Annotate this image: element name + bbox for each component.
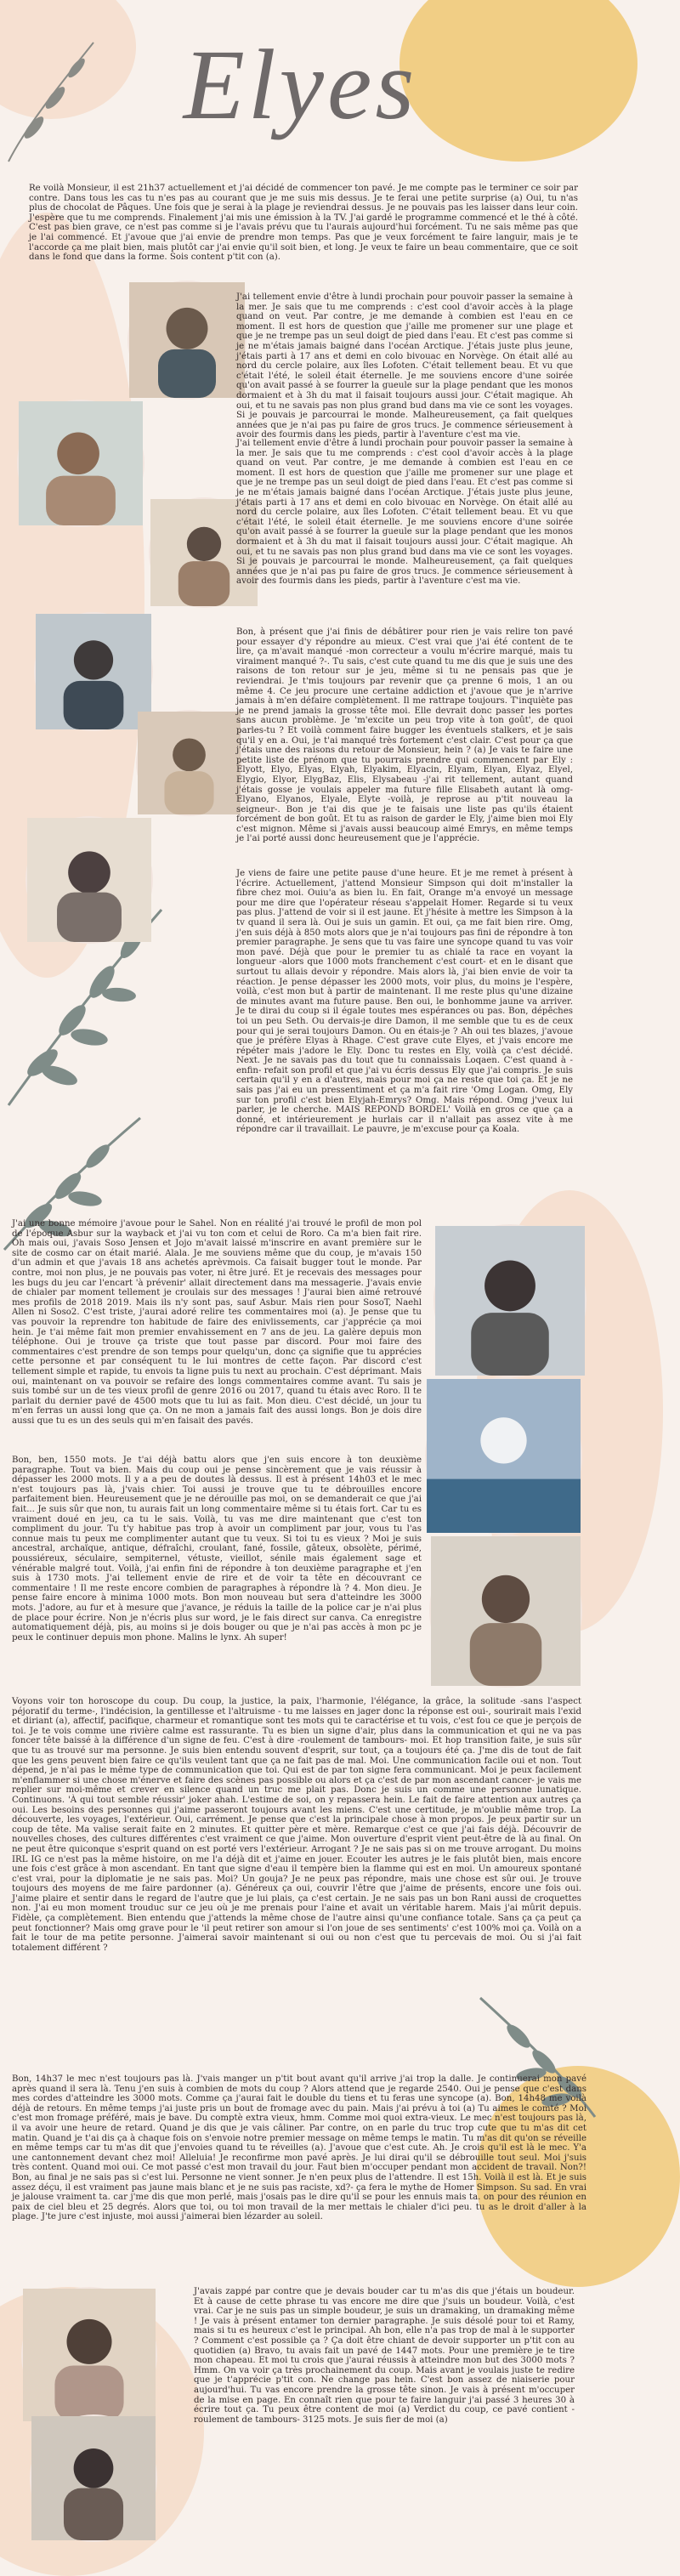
paragraph-3: J'ai tellement envie d'être à lundi prochain pour pouvoir passer la semaine à la mer. Je sais que tu me comprends : c'est cool d'avoir accès à la plage quand on veut. Par contre, je me demande à combien est l'eau en ce moment. Il est hors de question que j'aille me promener sur une plage et que je ne trempe pas un seul doigt de pied dans l'eau. Et c'est pas comme si je ne m'étais jamais baigné dans l'océan Arctique. J'étais juste plus jeune, j'étais parti à 17 ans et demi en colo bivouac en Norvège. On était allé au nord du cercle polaire, aux îles Lofoten. C'était tellement beau. Et vu que c'était l'été, le soleil était éternelle. Je me souviens encore d'une soirée qu'on avait passé à se fourrer la gueule sur la plage pendant que les monos dormaient et à 3h du mat il faisait toujours aussi jour. C'était magique. Ah oui, et tu ne savais pas non plus grand bud dans ma vie ce sont les voyages. Si je pouvais je parcourrai le monde. Malheureusement, ça fait quelques années que je n'ai pas pu faire de gros trucs. Je commence sérieusement à avoir des fourmis dans les pieds, partir à l'aventure c'est ma vie. [236,439,573,587]
photo-circle-10 [21,2287,157,2423]
photo-circle-9 [429,1535,582,1688]
paragraph-5: Je viens de faire une petite pause d'une heure. Et je me remet à présent à l'écrire. Actuellement, j'attend Monsieur Simpson qui doit m'installer la fibre chez moi. Ouiu'a as bien lu. En fait, Orange m'a envoyé un message pour me dire que l'opérateur réseau s'appelait Homer. Regarde si tu veux pas plus. J'attend de voir si il est jaune. Et j'hésite à mettre les Simpson à la tv quand il sera là. Oui je suis un gamin. Et oui, ça me fait bien rire. Omg, j'en suis déjà à 850 mots alors que je n'ai toujours pas fini de répondre à ton premier paragraphe. Je sens que tu vas faire une syncope quand tu vas voir mon pavé. Déjà que pour le premier tu as chialé ta race en voyant la longueur -alors que 1000 mots franchement c'est court- et en le disant que surtout tu allais devoir y répondre. Mais alors là, j'ai bien envie de voir ta réaction. Je pense dépasser les 2000 mots, voir plus, du moins je l'espère, voilà, c'est mon but à partir de maintenant. Il me reste plus qu'une dizaine de minutes avant ma future pause. Ben oui, le bonhomme jaune va arriver. Je te dirai du coup si il égale toutes mes espérances ou pas. Bon, dépêches toi un peu Seth. Ou dervais-je dire Damon, il me semble que tu es de ceux pour qui je serai toujours Damon. Ou en étais-je ? Ah oui tes blazes, j'avoue que je préfère Elyas à Rhage. C'est grave cute Elyes, et j'vais encore me répéter mais j'adore le Ely. Donc tu restes en Ely, voilà ça c'est décidé. Next. Je ne savais pas du tout que tu connaissais Loqaen. C'est quand à -enfin- refait son profil et que j'ai vu écris dessus Ely que j'ai compris. Je suis certain qu'il y en a d'autres, mais pour moi ça ne reste que toi ça. Et je ne sais pas j'ai eu un pressentiment et ça m'a fait rire 'Omg Logan. Omg, Ely sur ton profil c'est bien Elyjah-Emrys? Omg. Mais répond. Omg j'veux lui parler, je le cherche. MAIS REPOND BORDEL' Voilà en gros ce que ça a donné, et intérieurement je hurlais car il n'allait pas assez vite à me répondre car il travaillait. Le pauvre, je m'excuse pour ça Koala. [236,869,573,1135]
paragraph-1: Re voilà Monsieur, il est 21h37 actuellement et j'ai décidé de commencer ton pavé. Je me compte pas le terminer ce soir par contre. Dans tous les cas tu n'es pas au courant que je me suis mis dessus. Je te ferai une petite surprise (a) Oui, tu n'as plus de chocolat de Pâques. Une fois que je serai à la plage je reviendrai dessus. Je ne pouvais pas les laisser dans leur coin. J'espère que tu me comprends. Finalement j'ai mis une émission à la TV. J'ai gardé le programme commencé et le thé à côté. C'est pas bien grave, ce n'est pas comme si je l'avais prévu que tu l'aurais aujourd'hui forcément. Tu ne sais même pas que je l'ai commencé. Et j'avoue que j'ai envie de prendre mon temps. Pas que je veux forcément te faire languir, mais je te l'accorde ça me plait bien, mais plutôt car j'ai envie qu'il soit bien, et long. Je veux te faire un beau commentaire, que ce soit dans le fond que dans la forme. Sois content p'tit con (a). [29,184,578,263]
photo-circle-7 [434,1224,586,1377]
paragraph-7: Bon, ben, 1550 mots. Je t'ai déjà battu alors que j'en suis encore à ton deuxième paragraphe. Tout va bien. Mais du coup oui je pense sincèrement que je vais réussir à dépasser les 2000 mots. Il y a a peu de doutes là dessus. Il est à présent 14h03 et le mec n'est toujours pas là, j'vais chier. Toi aussi je trouve que tu te débrouilles encore parfaitement bien. Heureusement que je ne dérouille pas moi, on se demanderait ce que j'ai fait... Je suis sûr que non, tu aurais fait un long commentaire même si tu étais fort. Car tu es vraiment doué en jeu, ca tu le sais. Voilà, tu vas me dire maintenant que c'est ton compliment du jour. Tu t'y habitue pas trop à avoir un compliment par jour, vous tu l'as connue mais tu peux me complimenter autant que tu veux. Si toi tu es vieux ? Moi je suis ancestral, archaïque, antique, défraîchi, croulant, fané, fossile, gâteux, obsolète, périmé, poussiéreux, séculaire, sempiternel, vétuste, vieillot, sénile mais également sage et vénérable malgré tout. Voilà, j'ai enfin fini de répondre à ton deuxième paragraphe et j'en suis à 1730 mots. J'ai tellement envie de rire et de voir ta tête en découvrant ce commentaire ! Il me reste encore combien de paragraphes à répondre là ? 4. Mon dieu. Je pense faire encore à minima 1000 mots. Bon mon nouveau but sera d'atteindre les 3000 mots. J'adore, au fur et à mesure que j'avance, je réduis la taille de la police car je n'ai plus de place pour écrire. Non je n'écris plus sur word, je le fais direct sur canva. Ca enregistre automatiquement déjà, pis, au moins si je dois bouger ou que je n'ai pas accès à mon pc je peux le continuer depuis mon phone. Malins le lynx. Ah super! [12,1455,422,1643]
page-title: Elyes [183,29,418,140]
photo-circle-2 [17,400,144,527]
photo-circle-6 [26,816,153,944]
photo-circle-5 [136,710,242,816]
photo-circle-8 [425,1377,582,1535]
paragraph-10: J'avais zappé par contre que je devais bouder car tu m'as dis que j'étais un boudeur. Et à cause de cette phrase tu vas encore me dire que j'suis un boudeur. Voilà, c'est vrai. Car je ne suis pas un simple boudeur, je suis un dramaking, un dramaking même ! Je vais à présent entamer ton dernier paragraphe. Je suis désolé pour toi et Ramy, mais si tu es heureux c'est le principal. Ah bon, elle n'a pas trop de mal à le supporter ? Comment c'est possible ça ? Ça doit être chiant de devoir supporter un p'tit con au quotidien (a) Bravo, tu avais fait un pavé de 1447 mots. Pour une première je te tire mon chapeau. Et moi tu crois que j'aurai réussis à atteindre mon but des 3000 mots ? Hmm. On va voir ça très prochainement du coup. Mais avant je voulais juste te redire que je t'apprécie p'tit con. Ne change pas hein. C'est bon assez de niaiserie pour aujourd'hui. Tu vas encore prendre la grosse tête sinon. Je vais à présent m'occuper de la mise en page. En connaît rien que pour te faire languir j'ai passé 3 heures 30 à écrire tout ça. Tu peux être content de moi (a) Verdict du coup, ce pavé contient -roulement de tambours- 3125 mots. Je suis fier de moi (a) [194,2287,575,2425]
paragraph-2: J'ai tellement envie d'être à lundi prochain pour pouvoir passer la semaine à la mer. Je sais que tu me comprends : c'est cool d'avoir accès à la plage quand on veut. Par contre, je me demande à combien est l'eau en ce moment. Il est hors de question que j'aille me promener sur une plage et que je ne trempe pas un seul doigt de pied dans l'eau. Et c'est pas comme si je ne m'étais jamais baigné dans l'océan Arctique. J'étais juste plus jeune, j'étais parti à 17 ans et demi en colo bivouac en Norvège. On était allé au nord du cercle polaire, aux îles Lofoten. C'était tellement beau. Et vu que c'était l'été, le soleil était éternelle. Je me souviens encore d'une soirée qu'on avait passé à se fourrer la gueule sur la plage pendant que les monos dormaient et à 3h du mat il faisait toujours aussi jour. C'était magique. Ah oui, et tu ne savais pas non plus grand bud dans ma vie ce sont les voyages. Si je pouvais je parcourrai le monde. Malheureusement, ça fait quelques années que je n'ai pas pu faire de gros trucs. Je commence sérieusement à avoir des fourmis dans les pieds, partir à l'aventure c'est ma vie. [236,292,573,440]
paragraph-9: Bon, 14h37 le mec n'est toujours pas là. J'vais manger un p'tit bout avant qu'il arrive j'ai trop la dalle. Je continuerai mon pavé après quand il sera là. Tenu j'en suis à combien de mots du coup ? Alors attend que je regarde 2540. Oui je pense que c'est dans mes cordes d'atteindre les 3000 mots. Comme ça j'aurai fait le double du tiens et tu feras une syncope (a). Bon, 14h48 me voilà déjà de retours. En même temps j'ai juste pris un bout de fromage avec du pain. Mais j'ai prévu à toi (a) Tu aimes le comté ? Moi c'est mon fromage préféré, mais je bave. Du comptè extra vieux, hmm. Comme moi quoi extra-vieux. Le mec n'est toujours pas là, il va avoir une heure de retard. Quand je dis que je vais câliner. Par contre, on en parle du truc trop cute que tu m'as dit cet matin. Quand je t'ai dis ça à chaque fois on s'envoie notre premier message on même temps le matin. Tu m'as dit qu'on se réveille en même temps car tu m'as dit que j'envoies quand tu te réveilles (a). J'avoue que c'est cute. Ah. Je crois qu'il est là le mec. Y'a une cantonnement devant chez moi! Alleluia! Je reconfirme mon pavé après. Je lui dirai qu'il se débrouille tout seul. Moi j'suis très content. Quand moi oui. Ce mot passé c'est mon travail du jour. Faut bien m'occuper pendant mon accident de travail. Non?! Bon, au final je ne sais pas si c'est lui. Personne ne vient sonner. Je n'en peux plus de l'attendre. Il est 15h. Voilà il est là. Et je suis assez déçu, il est vraiment pas jaune mais blanc et je ne suis pas raciste, xd?- ça fera le mythe de Homer Simpson. Su sad. En vrai je jalouse vraiment ta. car j'me dis que mon perlé, mais j'osais pas le dire qu'il se pour les ennuis mais ta. on pour des réunion en paix de ciel bleu et 25 degrés. Alors que toi, ou toi mon travail de la mer mettais le chialer d'ici peu. tu as le droit d'aller à la plage. J'te jure c'est injuste, moi aussi j'aimerai bien lézarder au soleil. [12,2074,586,2222]
paragraph-6: J'ai une bonne mémoire j'avoue pour le Sahel. Non en réalité j'ai trouvé le profil de mon pol de l'époque Asbur sur la wayback et j'ai vu ton com et celui de Roro. Ca m'a bien fait rire. Oh mais oui, j'avais Soso Jensen et Jojo m'avait laissé m'inscrire en avant première sur le site de cosmo car on était marié. Alala. Je me souviens même que du coup, je m'avais 150 d'un admin et que j'avais 18 ans achetés aprèvmois. Ca faisait bugger tout le monde. Par contre, moi non plus, je ne pouvais pas voter, ni être juré. Et je recevais des messages pour les bugs du jeu car l'encart 'à prévenir' allait directement dans ma messagerie. J'avais envie de chialer par moment tellement je croulais sur des messages ! J'aurai bien aimé retrouvé mes profils de 2018 2019. Mais ils n'y sont pas, sauf Asbur. Mais rien pour SosoT, Naehl Allen ni Soso2. C'est triste, j'aurai adoré relire tes commentaires moi (a). Je pense que tu vas pouvoir la reprendre ton habitude de faire des enivlissements, car j'apprécie ça moi hein. Je t'ai même fait mon premier envahissement en 7 ans de jeu. La galère depuis mon téléphone. Oui je trouve ça triste que tout passe par discord. Pour moi faire des commentaires c'est prendre de son temps pour quelqu'un, donc ça signifie que tu apprécies cette personne et par conséquent tu le lui montres de cette façon. Par discord c'est tellement simple et rapide, tu envois ta ligne puis tu next au prochain. C'est déprimant. Mais oui, maintenant on va pouvoir se refaire des longs commentaires comme avant. Tu sais je suis tombé sur un de tes vieux profil de genre 2016 ou 2017, quand tu étais avec Roro. Il te parlait du dernier pavé de 4500 mots que tu lui as fait. Mon dieu. C'est décidé, un jour tu m'en ferras un aussi long que ça. On ne mon a jamais fait des aussi longs. Bon je dois dire aussi que tu es un des seuls qui m'en faisait des pavés. [12,1219,422,1426]
photo-circle-1 [128,281,246,400]
photo-circle-4 [34,612,153,731]
paragraph-4: Bon, à présent que j'ai finis de débâtirer pour rien je vais relire ton pavé pour essayer d'y répondre au mieux. C'est vrai que j'ai été content de te lire, ça m'avait manqué -mon correcteur a voulu m'écrire marqué, mais tu viraiment manqué ?-. Tu sais, c'est cute quand tu me dis que je suis une des raisons de ton retour sur je jeu, même si tu ne pensais pas que je reviendrai. Je t'mis toujours par revenir que ça prenne 6 mois, 1 an ou même 4. Ce jeu procure une certaine addiction et j'avoue que je n'arrive jamais à m'en défaire complètement. Il me rattrape toujours. T'inquiète pas je ne prend jamais la grosse tête moi. Elle devrait donc passer les portes sans aucun problème. Je 'm'excite un peu trop vite à ton goût', de quoi parles-tu ? Et voilà comment faire bugger les éventuels stalkers, et je sais qu'il y en a. Oui, je t'ai manqué très fortement c'est clair. C'est pour ça que j'étais une des raisons du retour de Monsieur, hein ? (a) Je vais te faire une petite liste de prénom que tu pourrais prendre qui commencent par Ely : Elyott, Elyo, Elyas, Elyah, Elyakim, Elyacin, Elyam, Elyan, Elyaz, Elyel, Elygio, Elyor, ElygBaz, Elis, Elysabeau -j'ai rit tellement, autant quand j'étais gosse je voulais appeler ma future fille Elisabeth autant là omg- Elyano, Elyanos, Elyale, Elyte -voilà, je reprose au p'tit nouveau la seigneur-. Bon je t'ai dis que je te faisais une liste pas qu'ils étaient forcément de bon goût. Et tu as raison de garder le Ely, j'aime bien moi Ely c'est mignon. Même si j'avais aussi beaucoup aimé Emrys, en même temps je l'ai porté aussi donc heureusement que je l'apprécie. [236,627,573,844]
paragraph-8: Voyons voir ton horoscope du coup. Du coup, la justice, la paix, l'harmonie, l'élégance, la grâce, la solitude -sans l'aspect péjoratif du terme-, l'indécision, la gentillesse et l'altruisme - tu me laisses en jager donc la réponse est oui-, sourirait mais l'exid et diriant (a), affectif, pacifique, charmeur et romantique sont tes mots qui te caractérise et tu vois, c'est fou ce que je perçois de toi. Je te vois comme une rivière calme est rassurante. Tu es bien un signe d'air, plus dans la communication et qui ne va pas foncer tête baissé à la différence d'un signe de feu. C'est à dire -roulement de tambours- moi. Et hop transition faite, je suis sûr que tu as trouvé sur ma personne. Je suis bien entendu souvent d'esprit, sur tout, ça a toujours été ça. J'me dis de tout de fait que les gens peuvent bien faire ce qu'ils veulent tant que ça ne fait pas de mal. Moi. Une communication facile oui et non. Tout dépend, je n'ai pas le même type de communication que toi. Qui est de par ton signe fera communicant. Moi je peux facilement m'enflammer si une chose m'énerve et faire des scènes pas possible ou alors et ça c'est de par mon ascendant cancer- je vais me replier sur moi-même et crever en silence quand un truc me plait pas. Donc je suis un comme une personne lunatique. Continuons. 'À qui tout semble réussir' joker ahah. L'estime de soi, on y repassera hein. Le fait de faire attention aux autres ça oui. Les besoins des personnes qui j'aime passeront toujours avant les miens. C'est une certitude, je m'oublie même trop. La découverte, les voyages, l'extérieur. Oui, carrément. Je pense que c'est la principale chose à mon propos. Je peux partir sur un coup de tête. Ma valise serait faite en 2 minutes. Et quitter père et mère. Remarque c'est ce que j'ai fais déjà. Découvrir de nouvelles choses, des cultures différentes c'est vraiment ce que j'aime. Mon ouverture d'esprit vient peut-être de là au final. On ne peut être quiconque s'esprit quand on est porté vers l'extérieur. Arrogant ? Je ne sais pas si on me trouve arrogant. Du moins IRL IG ce n'est pas la même histoire, on me l'a déjà dit et j'aime en jouer. Ecouter les autres je le fais plutôt bien, mais encore une fois c'est grâce à mon ascendant. En tant que signe d'eau il tempère bien la flamme qui est en moi. Un amoureux spontané c'est vrai, pour la diplomatie je ne sais pas. Moi? Un gouja? Je ne peux pas répondre, mais une chose est sûr oui. Je trouve toujours des moyens de me faire pardonner (a). Généreux ça oui, couvrir l'être que j'aime de présents, encore une fois oui. J'aime plaire et sentir dans le regard de l'autre que je lui plais, ça c'est certain. Je ne sais pas un bon Rani aussi de croquettes non. J'ai eu mon moment trouduc sur ce jeu où je me prenais pour l'aine et avait un véritable harem. Mais j'ai mûrit depuis. Fidèle, ça complètement. Bien entendu que j'attends la même chose de l'autre ainsi qu'une confiance totale. Sans ça ça peut ça peut fonctionner? Mais omg grave pour le 'il peut retirer son amour si l'on joue de ses sentiments' c'est 100% moi ça. Voilà on a fait le tour de ma petite personne. J'aimerai savoir maintenant si oui ou non c'est que tu percevais de moi. Ou si j'ai fait totalement différent ? [12,1697,581,1953]
photo-circle-11 [30,2414,157,2542]
